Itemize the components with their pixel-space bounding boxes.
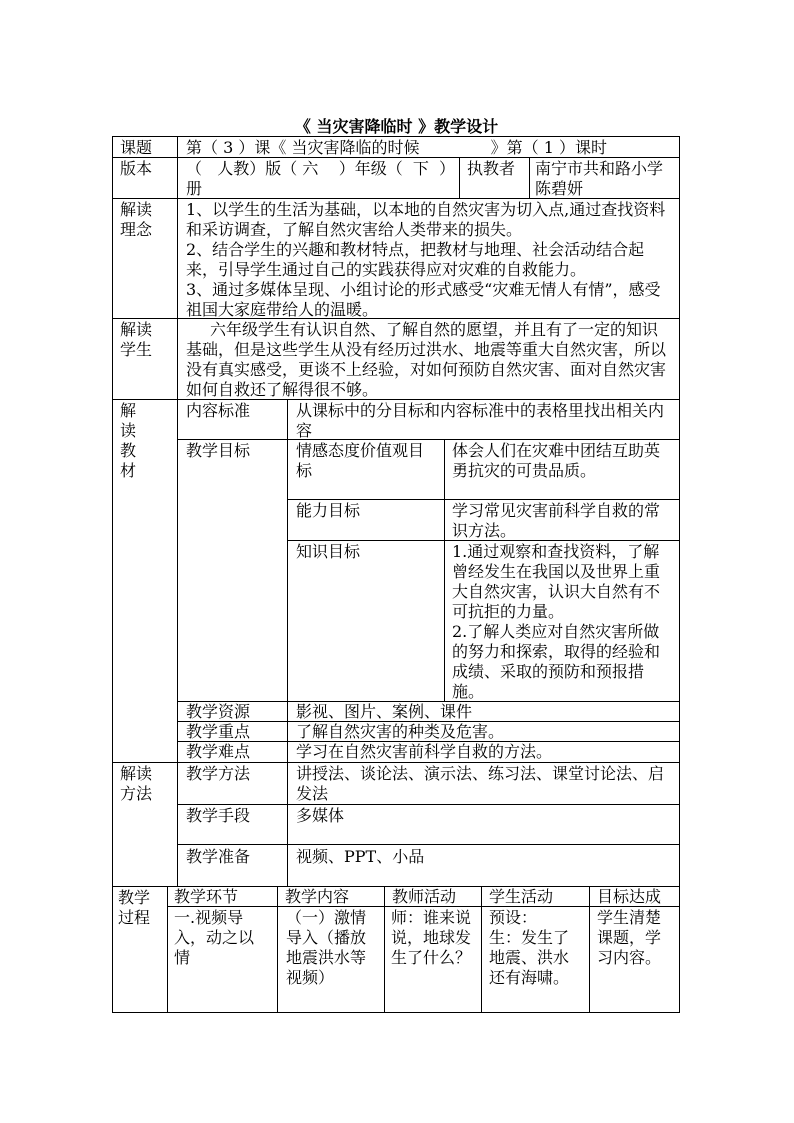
emotion-objective-value: 体会人们在灾难中团结互助英勇抗灾的可贵品质。 bbox=[445, 440, 680, 500]
preparation-label: 教学准备 bbox=[178, 845, 288, 887]
textbook-label: 解读教材 bbox=[120, 401, 137, 480]
philosophy-label: 解读理念 bbox=[120, 200, 153, 239]
students-text: 六年级学生有认识自然、了解自然的愿望，并且有了一定的知识基础，但是这些学生从没有经历过洪水、地震等重大自然灾害，所以没有真实感受，更谈不上经验，对如何预防自然灾害、面对自然灾害如何自救还了解得很不够。 bbox=[186, 320, 667, 399]
teacher-label: 执教者 bbox=[460, 158, 530, 199]
knowledge-objective-label: 知识目标 bbox=[288, 541, 445, 702]
teaching-means-value: 多媒体 bbox=[288, 805, 680, 845]
philosophy-item: 3、通过多媒体呈现、小组讨论的形式感受“灾难无情人有情”，感受祖国大家庭带给人的温暖。 bbox=[186, 280, 661, 319]
document-title: 《 当灾害降临时 》教学设计 bbox=[294, 117, 499, 136]
knowledge-item: 1.通过观察和查找资料，了解曾经发生在我国以及世界上重大自然灾害，认识大自然有不可抗拒的力量。 bbox=[452, 542, 661, 621]
student-activity-line: 预设： bbox=[489, 908, 538, 927]
textbook-label-cell bbox=[113, 400, 178, 763]
content-standard-value: 从课标中的分目标和内容标准中的表格里找出相关内容 bbox=[288, 400, 680, 440]
teaching-means-label: 教学手段 bbox=[178, 805, 288, 845]
process-label-cell bbox=[113, 887, 168, 1013]
difficulty-label: 教学难点 bbox=[178, 742, 288, 763]
philosophy-item: 1、以学生的生活为基础，以本地的自然灾害为切入点,通过查找资料和采访调查，了解自然灾害给人类带来的损失。 bbox=[186, 200, 666, 239]
resources-label: 教学资源 bbox=[178, 702, 288, 722]
process-stage-cell: 一.视频导入，动之以情 bbox=[168, 907, 278, 1013]
process-content-cell: （一）激情导入（播放地震洪水等视频） bbox=[278, 907, 385, 1013]
process-goal-cell: 学生清楚课题，学习内容。 bbox=[590, 907, 680, 1013]
process-teacher-cell: 师：谁来说说，地球发生了什么？ bbox=[385, 907, 482, 1013]
students-content bbox=[178, 319, 680, 400]
ability-objective-label: 能力目标 bbox=[288, 500, 445, 541]
key-point-value: 了解自然灾害的种类及危害。 bbox=[288, 722, 680, 742]
teacher-value: 南宁市共和路小学陈碧妍 bbox=[530, 158, 680, 199]
knowledge-objective-value bbox=[445, 541, 680, 702]
process-student-cell bbox=[482, 907, 590, 1013]
lesson-label: 课题 bbox=[113, 137, 178, 158]
resources-value: 影视、图片、案例、课件 bbox=[288, 702, 680, 722]
content-standard-label: 内容标准 bbox=[178, 400, 288, 440]
process-header-goal: 目标达成 bbox=[590, 887, 680, 907]
methods-label-cell bbox=[113, 763, 178, 887]
students-label: 解读学生 bbox=[120, 320, 153, 359]
difficulty-value: 学习在自然灾害前科学自救的方法。 bbox=[288, 742, 680, 763]
students-label-cell bbox=[113, 319, 178, 400]
teaching-method-value: 讲授法、谈论法、演示法、练习法、课堂讨论法、启发法 bbox=[288, 763, 680, 805]
knowledge-item: 2.了解人类应对自然灾害所做的努力和探索，取得的经验和成绩、采取的预防和预报措施。 bbox=[452, 622, 661, 701]
lesson-plan-table bbox=[112, 136, 680, 1013]
philosophy-label-cell bbox=[113, 199, 178, 319]
objectives-label: 教学目标 bbox=[178, 440, 288, 702]
methods-label: 解读方法 bbox=[120, 764, 153, 803]
process-header-stage: 教学环节 bbox=[168, 887, 278, 907]
process-header-student: 学生活动 bbox=[482, 887, 590, 907]
lesson-value: 第（ 3 ）课《 当灾害降临的时候 》第（ 1 ）课时 bbox=[178, 137, 680, 158]
student-activity-line: 生：发生了地震、洪水还有海啸。 bbox=[489, 928, 570, 987]
key-point-label: 教学重点 bbox=[178, 722, 288, 742]
teaching-method-label: 教学方法 bbox=[178, 763, 288, 805]
emotion-objective-label: 情感态度价值观目标 bbox=[288, 440, 445, 500]
ability-objective-value: 学习常见灾害前科学自救的常识方法。 bbox=[445, 500, 680, 541]
philosophy-item: 2、结合学生的兴趣和教材特点，把教材与地理、社会活动结合起来，引导学生通过自己的实践获得应对灾难的自救能力。 bbox=[186, 240, 645, 279]
process-header-content: 教学内容 bbox=[278, 887, 385, 907]
process-header-teacher: 教师活动 bbox=[385, 887, 482, 907]
process-label: 教学过程 bbox=[118, 888, 151, 927]
preparation-value: 视频、PPT、小品 bbox=[288, 845, 680, 887]
edition-value: （ 人教）版（ 六 ）年级（ 下 ）册 bbox=[178, 158, 460, 199]
philosophy-content bbox=[178, 199, 680, 319]
edition-label: 版本 bbox=[113, 158, 178, 199]
